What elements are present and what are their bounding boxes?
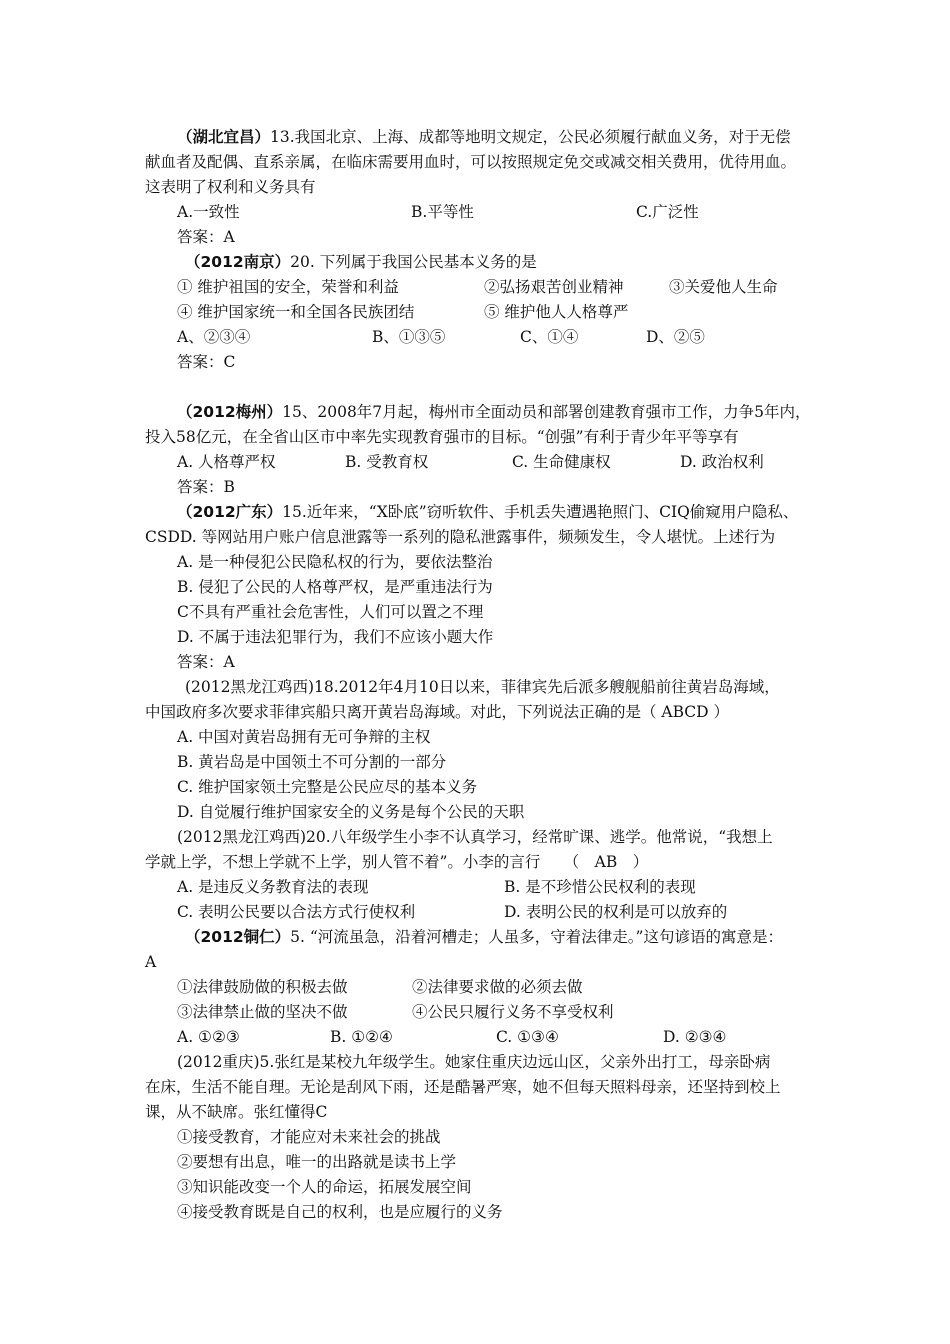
- question-5-option-c: C. 维护国家领土完整是公民应尽的基本义务: [177, 778, 478, 796]
- question-6-option-b: B. 是不珍惜公民权利的表现: [504, 878, 696, 896]
- question-2-item: ① 维护祖国的安全，荣誉和利益: [177, 278, 399, 296]
- question-3-source: （2012梅州）: [177, 403, 283, 421]
- question-4-option-c: C不具有严重社会危害性，人们可以置之不理: [177, 603, 484, 621]
- question-2-option-b: B、①③⑤: [372, 328, 446, 346]
- question-2-answer: 答案：C: [177, 353, 236, 371]
- question-6-option-d: D. 表明公民的权利是可以放弃的: [504, 903, 728, 921]
- question-7-option-a: A. ①②③: [177, 1028, 240, 1046]
- question-3-option-a: A. 人格尊严权: [177, 453, 276, 471]
- question-5-option-d: D. 自觉履行维护国家安全的义务是每个公民的天职: [177, 803, 525, 821]
- question-3-option-c: C. 生命健康权: [512, 453, 611, 471]
- question-7-item: ③法律禁止做的坚决不做: [177, 1003, 348, 1021]
- question-8-line-3: 课，从不缺席。张红懂得C: [145, 1103, 328, 1121]
- question-8-item: ②要想有出息，唯一的出路就是读书上学: [177, 1153, 457, 1171]
- question-8-item: ④接受教育既是自己的权利，也是应履行的义务: [177, 1203, 503, 1221]
- question-6-option-a: A. 是违反义务教育法的表现: [177, 878, 369, 896]
- question-4-source: （2012广东）: [177, 503, 283, 521]
- question-2-option-c: C、①④: [520, 328, 579, 346]
- question-8-line-2: 在床，生活不能自理。无论是刮风下雨，还是酷暑严寒，她不但每天照料母亲，还坚持到校上: [145, 1078, 781, 1096]
- question-2-item: ②弘扬艰苦创业精神: [484, 278, 624, 296]
- question-8-item: ③知识能改变一个人的命运，拓展发展空间: [177, 1178, 472, 1196]
- question-2-stem: （2012南京）20. 下列属于我国公民基本义务的是: [185, 253, 537, 271]
- question-5-option-a: A. 中国对黄岩岛拥有无可争辩的主权: [177, 728, 431, 746]
- question-1-line-3: 这表明了权利和义务具有: [145, 178, 316, 196]
- question-7-line-2: A: [145, 953, 157, 971]
- question-7-item: ②法律要求做的必须去做: [412, 978, 583, 996]
- question-5-line-1: (2012黑龙江鸡西)18.2012年4月10日以来，菲律宾先后派多艘舰船前往黄岩岛海域，: [185, 678, 780, 696]
- question-7-option-b: B. ①②④: [330, 1028, 393, 1046]
- question-8-item: ①接受教育，才能应对未来社会的挑战: [177, 1128, 441, 1146]
- question-1-option-a: A.一致性: [177, 203, 240, 221]
- question-5-option-b: B. 黄岩岛是中国领土不可分割的一部分: [177, 753, 447, 771]
- question-4-option-b: B. 侵犯了公民的人格尊严权，是严重违法行为: [177, 578, 493, 596]
- question-8-line-1: (2012重庆)5.张红是某校九年级学生。她家住重庆边远山区，父亲外出打工，母亲卧病: [177, 1053, 771, 1071]
- question-2-item: ③关爱他人生命: [669, 278, 778, 296]
- question-2-option-a: A、②③④: [177, 328, 251, 346]
- question-3-option-b: B. 受教育权: [345, 453, 429, 471]
- question-6-line-1: (2012黑龙江鸡西)20.八年级学生小李不认真学习，经常旷课、逃学。他常说，“我想上: [177, 828, 773, 846]
- question-3-option-d: D. 政治权利: [680, 453, 764, 471]
- question-6-line-2: 学就上学，不想上学就不上学，别人管不着”。小李的言行 （ AB ）: [145, 853, 649, 871]
- question-4-option-a: A. 是一种侵犯公民隐私权的行为，要依法整治: [177, 553, 493, 571]
- question-1-answer: 答案：A: [177, 228, 235, 246]
- question-2-source: （2012南京）: [185, 253, 291, 271]
- question-4-line-1: （2012广东）15.近年来，“X卧底”窃听软件、手机丢失遭遇艳照门、CIQ偷窥用户隐私、: [177, 503, 799, 521]
- question-7-source: （2012铜仁）: [185, 928, 291, 946]
- question-1-option-c: C.广泛性: [636, 203, 699, 221]
- question-5-line-2: 中国政府多次要求菲律宾船只离开黄岩岛海域。对此，下列说法正确的是（ ABCD ）: [145, 703, 730, 721]
- question-7-option-c: C. ①③④: [496, 1028, 559, 1046]
- question-7-option-d: D. ②③④: [663, 1028, 727, 1046]
- question-7-line-1: （2012铜仁）5. “河流虽急，沿着河槽走；人虽多，守着法律走。”这句谚语的寓意是：: [185, 928, 783, 946]
- question-1-option-b: B.平等性: [411, 203, 474, 221]
- question-7-item: ①法律鼓励做的积极去做: [177, 978, 348, 996]
- question-2-item: ⑤ 维护他人人格尊严: [484, 303, 629, 321]
- question-1-line-1: （湖北宜昌）13.我国北京、上海、成都等地明文规定，公民必须履行献血义务，对于无偿: [177, 128, 791, 146]
- question-1-line-2: 献血者及配偶、直系亲属，在临床需要用血时，可以按照规定免交或减交相关费用，优待用血。: [145, 153, 797, 171]
- question-4-option-d: D. 不属于违法犯罪行为，我们不应该小题大作: [177, 628, 494, 646]
- question-1-source: （湖北宜昌）: [177, 128, 271, 146]
- question-4-line-2: CSDD. 等网站用户账户信息泄露等一系列的隐私泄露事件，频频发生，令人堪忧。上述行为: [145, 528, 776, 546]
- question-3-answer: 答案：B: [177, 478, 235, 496]
- question-3-line-2: 投入58亿元，在全省山区市中率先实现教育强市的目标。“创强”有利于青少年平等享有: [145, 428, 739, 446]
- question-6-option-c: C. 表明公民要以合法方式行使权利: [177, 903, 416, 921]
- question-3-line-1: （2012梅州）15、2008年7月起，梅州市全面动员和部署创建教育强市工作，力争5年内，: [177, 403, 811, 421]
- question-2-option-d: D、②⑤: [646, 328, 705, 346]
- question-2-item: ④ 维护国家统一和全国各民族团结: [177, 303, 415, 321]
- question-4-answer: 答案：A: [177, 653, 235, 671]
- question-7-item: ④公民只履行义务不享受权利: [412, 1003, 614, 1021]
